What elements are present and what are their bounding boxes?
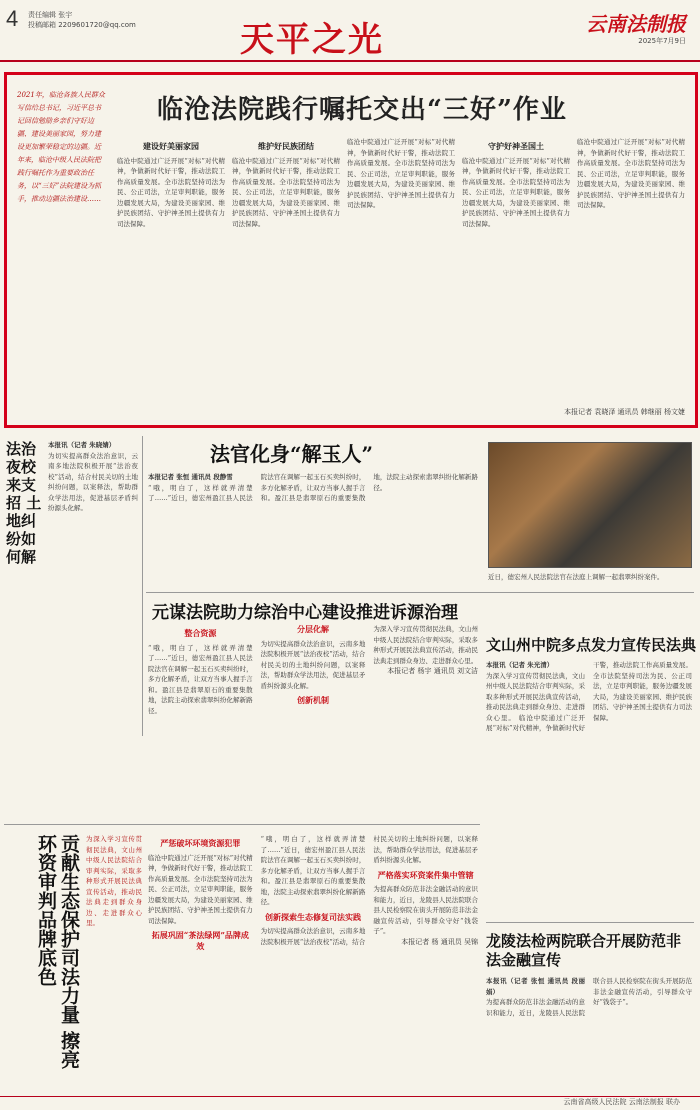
subheading: 严惩破坏环境资源犯罪	[160, 838, 241, 848]
article-column	[232, 137, 340, 417]
banner-text: 天平之光	[240, 20, 384, 60]
article-body	[486, 660, 692, 910]
page-number: 4	[6, 6, 19, 31]
sidebar-article	[48, 440, 138, 720]
column-text: 临沧中院通过广泛开展“对标”对代精神，争做新时代好干警，推动法院工作高质量发展。全市法院坚持司法为民、公正司法，立足审判职能，服务边疆发展大局，为建设美丽家园、维护民族团结、守护神圣国土提供有力司法保障。	[148, 853, 253, 925]
byline: 本报记者 杨 通讯员 吴锦	[401, 937, 478, 946]
column-text: 为深入学习宣传贯彻民法典，文山州中级人民法院结合审判实际，采取多种形式开展民法典宣传活动，推动民法典走到群众身边、走进群众心里。	[373, 625, 478, 665]
column-text: “哦，明白了，这样就弄清楚了……”近日，德宏州盈江县人民法院法官在调解一起玉石买卖纠纷时，多方化解矛盾，让双方当事人握手言和。盈江县是翡翠原石的重要集散地，法院主动探索翡翠纠纷化解新路径。	[148, 643, 253, 715]
news-photo	[488, 442, 692, 568]
byline: 本报记者 袁晓泽 通讯员 韩继丽 杨文婕	[564, 408, 685, 416]
subheading: 分层化解	[296, 624, 329, 634]
byline: 本报讯（记者 朱晓婧）	[48, 441, 116, 449]
article-title: 法官化身“解玉人”	[210, 442, 374, 466]
header-meta	[28, 10, 136, 30]
article-column	[462, 137, 570, 417]
column-divider	[142, 436, 143, 736]
article-column	[577, 137, 685, 407]
article-title: 文山州中院多点发力宣传民法典	[486, 636, 697, 654]
top-article	[4, 72, 698, 428]
byline: 本报记者 张恒 通讯员 段静雪	[148, 473, 233, 481]
article-title: 贡献生态保护司法力量 擦亮环资审判品牌底色	[35, 834, 80, 1069]
column-text: 临沧中院通过广泛开展“对标”对代精神，争做新时代好干警，推动法院工作高质量发展。全市法院坚持司法为民、公正司法，立足审判职能，服务边疆发展大局，为建设美丽家园、维护民族团结、守护神圣国土提供有力司法保障。	[577, 138, 685, 209]
divider	[486, 922, 694, 923]
subheading: 建设好美丽家园	[143, 141, 199, 151]
column-text: 临沧中院通过广泛开展“对标”对代精神，争做新时代好干警，推动法院工作高质量发展。全市法院坚持司法为民、公正司法，立足审判职能，服务边疆发展大局，为建设美丽家园、维护民族团结、守护神圣国土提供有力司法保障。	[347, 138, 455, 209]
subheading: 维护好民族团结	[258, 141, 314, 151]
section-banner	[240, 12, 384, 61]
article-lead: 为深入学习宣传贯彻民法典，文山州中级人民法院结合审判实际，采取多种形式开展民法典宣传活动，推动民法典走到群众身边、走进群众心里。	[86, 835, 142, 927]
byline: 本报讯（记者 朱光清）	[486, 661, 554, 669]
subheading: 创新探索生态修复司法实践	[264, 911, 361, 922]
page-footer: 云南省高级人民法院 云南法制报 联办	[0, 1096, 700, 1110]
subheading: 严格落实环资案件集中管辖	[377, 869, 474, 880]
column-text: 为切实提高群众法治意识，云南多地法院积极开展“法治夜校”活动，结合村民关切的土地纠纷问题，以案释法，帮助群众学法用法，促进基层矛盾纠纷源头化解。	[48, 451, 138, 512]
sidebar-title: 法治夜校来支招 土地纠纷如何解	[6, 440, 42, 566]
byline: 本报记者 杨宇 通讯员 刘文洁	[387, 667, 478, 675]
article-body	[148, 624, 478, 814]
article-column	[347, 137, 455, 417]
paper-logo: 云南法制报	[586, 12, 686, 36]
issue-date: 2025年7月9日	[638, 37, 686, 45]
column-text: 为提高群众防范非法金融活动的意识和能力，近日，龙陵县人民法院联合县人民检察院在街头开展防范非法金融宣传活动，引导群众守好“钱袋子”。	[373, 885, 478, 935]
article-body	[486, 976, 692, 1092]
column-text: 临沧中院通过广泛开展“对标”对代精神，争做新时代好干警，推动法院工作高质量发展。全市法院坚持司法为民、公正司法，立足审判职能，服务边疆发展大局，为建设美丽家园、维护民族团结、守护神圣国土提供有力司法保障。	[232, 156, 340, 228]
divider	[146, 592, 694, 593]
article-body	[148, 834, 478, 1090]
column-text: 为切实提高群众法治意识，云南多地法院积极开展“法治夜校”活动，结合村民关切的土地纠纷问题，以案释法，帮助群众学法用法，促进基层矛盾纠纷源头化解。	[260, 835, 478, 946]
column-text: “哦，明白了，这样就弄清楚了……”近日，德宏州盈江县人民法院法官在调解一起玉石买卖纠纷时，多方化解矛盾，让双方当事人握手言和。盈江县是翡翠原石的重要集散地，法院主动探索翡翠纠纷化解新路径。	[148, 473, 478, 502]
byline: 本报讯（记者 张恒 通讯员 段丽娟）	[486, 977, 585, 996]
page-header	[0, 0, 700, 62]
column-text: 临沧中院通过广泛开展“对标”对代精神，争做新时代好干警，推动法院工作高质量发展。全市法院坚持司法为民、公正司法，立足审判职能，服务边疆发展大局，为建设美丽家园、维护民族团结、守护神圣国土提供有力司法保障。	[462, 156, 570, 228]
header-meta-line: 责任编辑 张宇	[28, 11, 73, 19]
subheading: 拓展巩固“茶法绿网”品牌成效	[151, 930, 249, 951]
column-text: 为切实提高群众法治意识，云南多地法院积极开展“法治夜校”活动，结合村民关切的土地纠纷问题，以案释法，帮助群众学法用法，促进基层矛盾纠纷源头化解。	[260, 639, 366, 690]
article-body	[148, 472, 478, 582]
article-column	[117, 137, 225, 417]
article-title: 龙陵法检两院联合开展防范非法金融宣传	[486, 932, 682, 969]
column-text: 为提高群众防范非法金融活动的意识和能力，近日，龙陵县人民法院联合县人民检察院在街头开展防范非法金融宣传活动，引导群众守好“钱袋子”。	[486, 977, 692, 1017]
column-text: 临沧中院通过广泛开展“对标”对代精神，争做新时代好干警，推动法院工作高质量发展。全市法院坚持司法为民、公正司法，立足审判职能，服务边疆发展大局，为建设美丽家园、维护民族团结、守护神圣国土提供有力司法保障。	[117, 156, 225, 228]
lead-paragraph: 2021年，临沧各族人民群众写信给总书记，习近平总书记回信勉励乡亲们守好边疆、建设美丽家园，努力建设更加繁荣稳定的边疆。近年来，临沧中级人民法院把践行嘱托作为重要政治任务，以“三好”法院建设为抓手，推动边疆法治建设……	[17, 91, 105, 203]
column-text: “哦，明白了，这样就弄清楚了……”近日，德宏州盈江县人民法院法官在调解一起玉石买卖纠纷时，多方化解矛盾，让双方当事人握手言和。盈江县是翡翠原石的重要集散地，法院主动探索翡翠纠纷化解新路径。	[260, 835, 366, 906]
column-text: 为深入学习宣传贯彻民法典，文山州中级人民法院结合审判实际，采取多种形式开展民法典宣传活动，推动民法典走到群众身边、走进群众心里。	[486, 671, 585, 722]
subheading: 创新机制	[296, 695, 329, 705]
top-article-title: 临沧法院践行嘱托交出“三好”作业	[157, 95, 567, 125]
header-meta-line: 投稿邮箱 2209601720@qq.com	[28, 21, 136, 29]
subheading: 守护好神圣国土	[488, 141, 544, 151]
photo-caption: 近日，德宏州人民法院法官在法庭上调解一起翡翠纠纷案件。	[488, 573, 664, 581]
article-title: 元谋法院助力综治中心建设推进诉源治理	[152, 603, 458, 623]
subheading: 整合资源	[184, 628, 217, 638]
divider	[4, 824, 480, 825]
column-text: 临沧中院通过广泛开展“对标”对代精神，争做新时代好干警，推动法院工作高质量发展。全市法院坚持司法为民、公正司法，立足审判职能，服务边疆发展大局，为建设美丽家园、维护民族团结、守护神圣国土提供有力司法保障。	[486, 661, 692, 732]
